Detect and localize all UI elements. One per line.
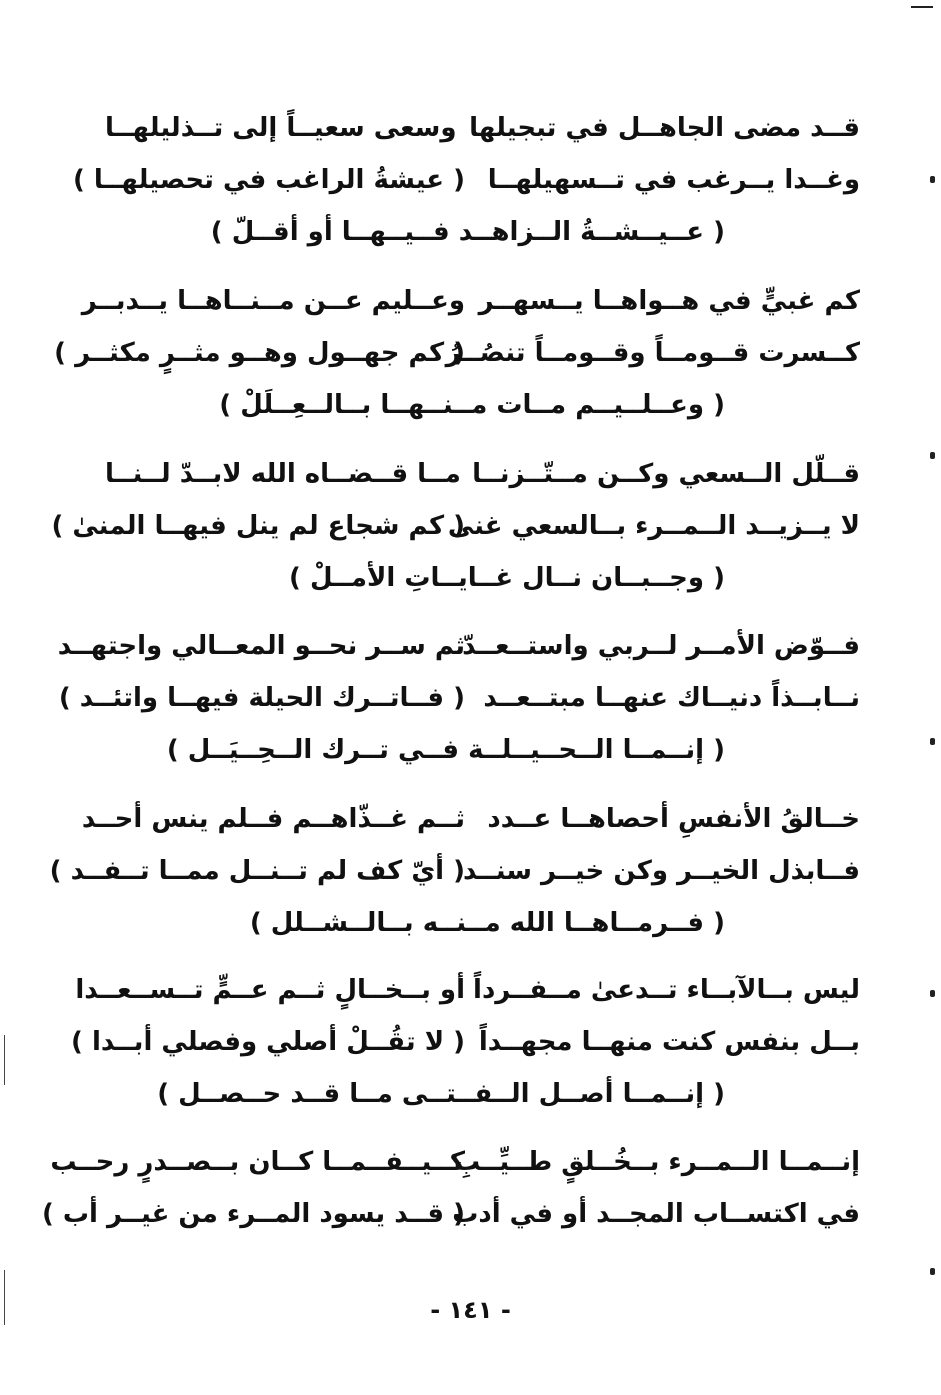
verse-couplet: [72, 154, 860, 206]
verse-right-hemistich: لا يــزيــد الــمــرء بــالسعي غنى: [447, 511, 860, 541]
verse-refrain: [105, 552, 860, 604]
verse-left-hemistich: ( فــاتــرك الحيلة فيهــا واتئــد ): [58, 683, 465, 713]
verse-right-hemistich: وغــدا يــرغب في تــسهيلهــا: [487, 165, 860, 195]
poem-stanza: [72, 102, 860, 258]
poem-stanza: [41, 1136, 860, 1240]
verse-right-hemistich: في اكتســاب المجــد أو في أدب: [452, 1199, 860, 1229]
refrain-text: ( فــرمــاهــا الله مــنــه بــالــشــلل ): [249, 908, 725, 938]
verse-refrain: [105, 724, 860, 776]
verse-couplet: [50, 1136, 860, 1188]
verse-refrain: [105, 1068, 860, 1120]
verse-left-hemistich: ثم ســر نحــو المعــالي واجتهــد: [57, 631, 465, 661]
refrain-text: ( عــيــشــةُ الــزاهــد فــيــهــا أو أقــلّ ): [210, 217, 725, 247]
verse-right-hemistich: خــالقُ الأنفسِ أحصاهــا عــدد: [487, 804, 860, 834]
refrain-text: ( إنــمــا الــحــيــلــة فــي تــرك الــحِــيَــل ): [166, 735, 725, 765]
verse-left-hemistich: ( كم شجاع لم ينل فيهــا المنىٰ ): [51, 511, 465, 541]
verse-couplet: [105, 448, 860, 500]
poem-stanza: [71, 964, 860, 1120]
scan-edge-mark: [930, 452, 935, 459]
verse-left-hemistich: كــيــفــمــا كــان بــصــدرٍ رحــب: [50, 1147, 465, 1177]
verse-couplet: [81, 275, 860, 327]
scan-edge-mark: [930, 738, 935, 745]
verse-left-hemistich: مــا قــضــاه الله لابــدّ لــنــا: [105, 459, 461, 489]
verse-right-hemistich: كــسرت قــومــاً وقــومــاً تنصُــرُ: [445, 338, 860, 368]
scan-edge-mark: [930, 1268, 935, 1275]
poem-stanza: [51, 448, 860, 604]
scan-corner-mark: [911, 6, 933, 8]
scan-edge-mark: [930, 176, 935, 183]
verse-couplet: [54, 327, 860, 379]
verse-couplet: [51, 500, 860, 552]
verse-couplet: [75, 964, 860, 1016]
refrain-text: ( إنــمــا أصــل الــفــتــى مــا قــد حــصــل ): [157, 1079, 725, 1109]
refrain-text: ( وعــلــيــم مــات مــنــهــا بــالــعِــلَلْ ): [219, 390, 725, 420]
verse-right-hemistich: فــابذل الخيــر وكن خيــر سنــد: [462, 856, 860, 886]
verse-right-hemistich: بــل بنفس كنت منهــا مجهــداً: [478, 1027, 860, 1057]
verse-couplet: [71, 1016, 860, 1068]
verse-refrain: [105, 897, 860, 949]
poem-stanza: [49, 793, 860, 949]
refrain-text: ( وجــبــان نــال غــايــاتِ الأمــلْ ): [289, 563, 725, 593]
verse-right-hemistich: فــوّض الأمــر لــربي واستــعــدّ: [462, 631, 860, 661]
verse-couplet: [49, 845, 860, 897]
verse-left-hemistich: ( قــد يسود المــرء من غيــر أب ): [41, 1199, 465, 1229]
poem-stanza: [54, 275, 860, 431]
verse-refrain: [105, 206, 860, 258]
scan-edge-mark: [930, 990, 935, 997]
verse-left-hemistich: ( عيشةُ الراغب في تحصيلهــا ): [72, 165, 465, 195]
verse-right-hemistich: ليس بــالآبــاء تــدعىٰ مــفــرداً: [473, 975, 860, 1005]
verse-couplet: [41, 1188, 860, 1240]
verse-refrain: [105, 379, 860, 431]
verse-couplet: [81, 793, 860, 845]
verse-left-hemistich: ( لا تقُــلْ أصلي وفصلي أبــدا ): [71, 1027, 465, 1057]
verse-right-hemistich: نــابــذاً دنيــاك عنهــا مبتــعــد: [483, 683, 860, 713]
verse-right-hemistich: كم غبيٍّ في هــواهــا يــسهــر: [478, 286, 860, 316]
verse-right-hemistich: قــلّل الــسعي وكــن مــتّــزنــا: [472, 459, 860, 489]
verse-left-hemistich: وعــليم عــن مــنــاهــا يــدبــر: [81, 286, 465, 316]
verse-right-hemistich: قــد مضى الجاهــل في تبجيلها: [469, 113, 860, 143]
verse-right-hemistich: إنــمــا الــمــرء بــخُــلقٍ طــيِّــبِ: [454, 1147, 860, 1177]
verse-couplet: [105, 102, 860, 154]
scan-edge-line: [4, 1035, 5, 1085]
verse-left-hemistich: وسعى سعيــاً إلى تــذليلهــا: [105, 113, 457, 143]
poem-stanza: [57, 620, 860, 776]
page-number: - ١٤١ -: [430, 1296, 511, 1324]
verse-left-hemistich: أو بــخــالٍ ثــم عــمٍّ تــســعــدا: [75, 975, 465, 1005]
verse-left-hemistich: ( كم جهــول وهــو مثــرٍ مكثــر ): [54, 338, 465, 368]
verse-couplet: [57, 620, 860, 672]
verse-left-hemistich: ( أيّ كف لم تــنــل ممــا تــفــد ): [49, 856, 465, 886]
verse-left-hemistich: ثــم غــذّاهــم فــلم ينس أحــد: [81, 804, 465, 834]
verse-couplet: [58, 672, 860, 724]
